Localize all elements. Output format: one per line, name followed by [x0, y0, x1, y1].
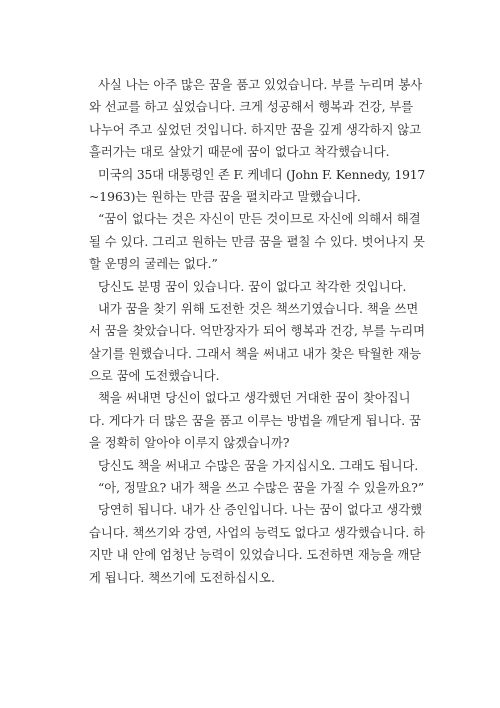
text-line: 습니다. 책쓰기와 강연, 사업의 능력도 없다고 생각했습니다. 하	[89, 525, 425, 540]
paragraph	[89, 499, 425, 589]
paragraph	[89, 387, 425, 454]
text-line: 게 됩니다. 책쓰기에 도전하십시오.	[89, 570, 275, 585]
body-text	[89, 74, 425, 589]
text-line: 흘러가는 대로 살았기 때문에 꿈이 없다고 착각했습니다.	[89, 145, 390, 160]
text-line: 내가 꿈을 찾기 위해 도전한 것은 책쓰기였습니다. 책을 쓰면	[98, 301, 419, 316]
text-line: 당연히 됩니다. 내가 산 증인입니다. 나는 꿈이 없다고 생각했	[98, 503, 423, 518]
text-line: 사실 나는 아주 많은 꿈을 품고 있었습니다. 부를 누리며 봉사	[98, 78, 423, 92]
text-line: 살기를 원했습니다. 그래서 책을 써내고 내가 찾은 탁월한 재능	[89, 346, 422, 361]
text-line: 지만 내 안에 엄청난 능력이 있었습니다. 도전하면 재능을 깨닫	[89, 548, 422, 563]
text-line: 서 꿈을 찾았습니다. 억만장자가 되어 행복과 건강, 부를 누리며	[89, 324, 425, 339]
text-line: “꿈이 없다는 것은 자신이 만든 것이므로 자신에 의해서 해결	[98, 212, 421, 227]
paragraph	[89, 164, 425, 209]
text-line: 나누어 주고 싶었던 것입니다. 하지만 꿈을 깊게 생각하지 않고	[89, 122, 422, 137]
text-line: 와 선교를 하고 싶었습니다. 크게 성공해서 행복과 건강, 부를	[89, 100, 414, 115]
paragraph	[89, 298, 425, 388]
text-line: 당신도 책을 써내고 수많은 꿈을 가지십시오. 그래도 됩니다.	[98, 458, 419, 473]
text-line: ~1963)는 원하는 만큼 꿈을 펼치라고 말했습니다.	[89, 189, 361, 204]
paragraph	[89, 455, 425, 477]
text-line: 미국의 35대 대통령인 존 F. 케네디 (John F. Kennedy, 1917	[98, 167, 425, 182]
paragraph	[89, 276, 425, 298]
paragraph	[89, 74, 425, 164]
text-line: 으로 꿈에 도전했습니다.	[89, 369, 220, 384]
paragraph	[89, 208, 425, 275]
text-line: 책을 써내면 당신이 없다고 생각했던 거대한 꿈이 찾아집니	[98, 391, 411, 406]
text-line: “아, 정말요? 내가 책을 쓰고 수많은 꿈을 가질 수 있을까요?”	[98, 481, 425, 496]
text-line: 당신도 분명 꿈이 있습니다. 꿈이 없다고 착각한 것입니다.	[98, 279, 407, 294]
text-line: 할 운명의 굴레는 없다.”	[89, 257, 218, 272]
text-line: 을 정확히 알아야 이루지 않겠습니까?	[89, 436, 290, 451]
text-line: 될 수 있다. 그리고 원하는 만큼 꿈을 펼칠 수 있다. 벗어나지 못	[89, 234, 425, 249]
paragraph	[89, 477, 425, 499]
text-line: 다. 게다가 더 많은 꿈을 품고 이루는 방법을 깨닫게 됩니다. 꿈	[89, 413, 421, 428]
